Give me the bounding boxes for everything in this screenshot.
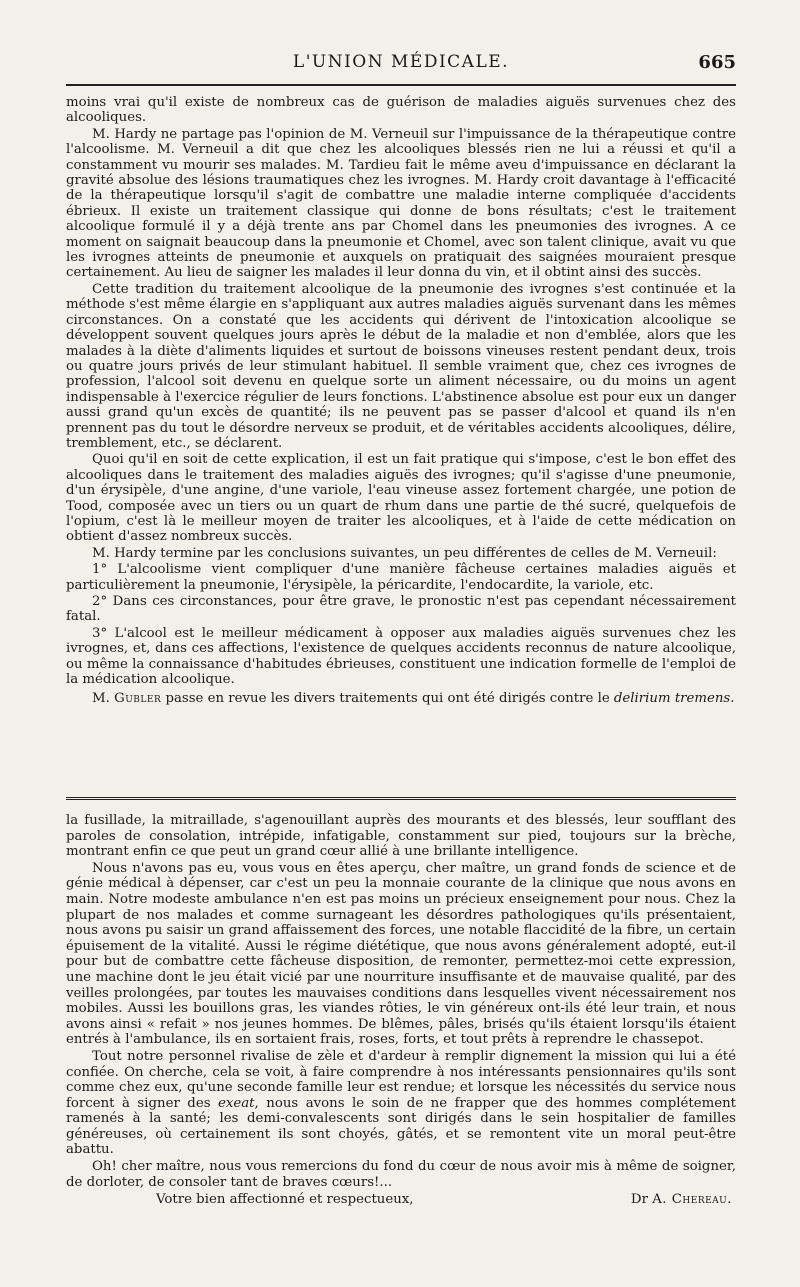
author-name: Gubler <box>114 691 162 707</box>
paragraph-5: M. Hardy termine par les conclusions suivantes, un peu différentes de celles de M. Verneuil: <box>92 545 717 561</box>
italic-term: exeat <box>218 1095 255 1111</box>
italic-term: delirium tremens. <box>613 691 735 707</box>
conclusion-2: 2° Dans ces circonstances, pour être grave, le pronostic n'est pas cependant nécessairement fatal. <box>66 594 736 625</box>
prefix-text: M. <box>92 691 115 707</box>
paragraph-4: Quoi qu'il en soit de cette explication, il est un fait pratique qui s'impose, c'est le bon effet des alcooliques dans le traitement des maladies aiguës des ivrognes; qu'il s'agisse d'une pneumonie, d'un érysipèle, d'une angine, d'une variole, l'eau vineuse assez fortement chargée, une potion de Tood, composée avec un tiers ou un quart de rhum dans une partie de thé sucré, quelquefois de l'opium, c'est là le meilleur moyen de traiter les alcooliques, et à l'aide de cette médication on obtient d'assez nombreux succès. <box>66 452 736 545</box>
paragraph-1: moins vrai qu'il existe de nombreux cas de guérison de maladies aiguës survenues chez des alcooliques. <box>66 95 736 126</box>
feuilleton-text: , nous avons le soin de ne frapper que des hommes complétement ramenés à la santé; les demi-convalescents sont dirigés dans le sein hospitalier de familles généreuses, où certainement ils sont choyés, gâtés, et se remontent vite un moral peut-être abattu. <box>66 1095 736 1158</box>
paragraph-6 <box>66 691 736 706</box>
feuilleton-separator <box>66 797 736 800</box>
paragraph-2: M. Hardy ne partage pas l'opinion de M. Verneuil sur l'impuissance de la thérapeutique contre l'alcoolisme. M. Verneuil a dit que chez les alcooliques blessés rien ne lui a réussi et qu'il a constamment vu mourir ses malades. M. Tardieu fait le même aveu d'impuissance en déclarant la gravité absolue des lésions traumatiques chez les ivrognes. M. Hardy croit davantage à l'efficacité de la thérapeutique lorsqu'il s'agit de combattre une maladie interne compliquée d'accidents ébrieux. Il existe un traitement classique qui donne de bons résultats; c'est le traitement alcoolique formulé il y a déjà trente ans par Chomel dans les pneumonies des ivrognes. A ce moment on saignait beaucoup dans la pneumonie et Chomel, avec son talent clinique, avait vu que les ivrognes atteints de pneumonie et auxquels on pratiquait des saignées mouraient presque certainement. Au lieu de saigner les malades il leur donna du vin, et il obtint ainsi des succès. <box>66 126 736 281</box>
paragraph-3: Cette tradition du traitement alcoolique de la pneumonie des ivrognes s'est continuée et la méthode s'est même élargie en s'appliquant aux autres maladies aiguës survenant dans les mêmes circonstances. On a constaté que les accidents qui dérivent de l'intoxication alcoolique se développent souvent quelques jours après le début de la maladie et non d'emblée, alors que les malades à la diète d'aliments liquides et surtout de boissons vineuses restent pendant deux, trois ou quatre jours privés de leur stimulant habituel. Il semble vraiment que, chez ces ivrognes de profession, l'alcool soit devenu en quelque sorte un aliment nécessaire, ou du moins un agent indispensable à l'exercice régulier de leurs fonctions. L'abstinence absolue est pour eux un danger aussi grand qu'un excès de quantité; ils ne peuvent pas se passer d'alcool et quand ils n'en prennent pas du tout le désordre nerveux se produit, et de véritables accidents alcooliques, délire, tremblement, etc., se déclarent. <box>66 281 736 451</box>
closing-phrase: Votre bien affectionné et respectueux, <box>156 1192 414 1208</box>
feuilleton-paragraph-3 <box>66 1049 736 1158</box>
signature-title: Dr <box>630 1192 648 1208</box>
signature-name: A. Chereau. <box>652 1192 732 1208</box>
signature <box>631 1192 732 1208</box>
conclusion-3: 3° L'alcool est le meilleur médicament à opposer aux maladies aiguës survenues chez les ivrognes, et, dans ces affections, l'existence de quelques accidents reconnus de nature alcoolique, ou même la connaissance d'habitudes ébrieuses, constituent une indication formelle de l'emploi de la médication alcoolique. <box>66 625 736 688</box>
paragraph-6-text: passe en revue les divers traitements qui ont été dirigés contre le <box>161 691 614 707</box>
feuilleton-text: Tout notre personnel rivalise de zèle et d'ardeur à remplir dignement la mission qui lui a été confiée. On cherche, cela se voit, à faire comprendre à nos intéressants pensionnaires qu'ils sont comme chez eux, qu'une seconde famille leur est rendue; et lorsque les nécessités du service nous forcent à signer des <box>66 1048 736 1111</box>
running-head <box>66 52 736 78</box>
header-rule <box>66 84 736 86</box>
main-article <box>66 95 736 708</box>
page-number: 665 <box>698 52 736 73</box>
feuilleton-paragraph-1: la fusillade, la mitraillade, s'agenouillant auprès des mourants et des blessés, leur soufflant des paroles de consolation, intrépide, infatigable, constamment sur pied, toujours sur la brèche, montrant enfin ce que peut un grand cœur allié à une brillante intelligence. <box>66 813 736 860</box>
feuilleton-section <box>66 813 736 1208</box>
feuilleton-paragraph-4: Oh! cher maître, nous vous remercions du fond du cœur de nous avoir mis à même de soigner, de dorloter, de consoler tant de braves cœurs!... <box>66 1159 736 1190</box>
feuilleton-paragraph-2: Nous n'avons pas eu, vous vous en êtes aperçu, cher maître, un grand fonds de science et de génie médical à dépenser, car c'est un peu la monnaie courante de la clinique que nous avons en main. Notre modeste ambulance n'en est pas moins un précieux enseignement pour nous. Chez la plupart de nos malades et comme surnageant les désordres pathologiques qu'ils présentaient, nous avons pu saisir un grand affaissement des forces, une notable flaccidité de la fibre, un certain épuisement de la vitalité. Aussi le régime diététique, que nous avons généralement adopté, eut-il pour but de combattre cette fâcheuse disposition, de remonter, permettez-moi cette expression, une machine dont le jeu était vicié par une nourriture insuffisante et de mauvaise qualité, par des veilles prolongées, par toutes les mauvaises conditions dans lesquelles vivent nécessairement nos mobiles. Aussi les bouillons gras, les viandes rôties, le vin généreux ont-ils été leur train, et nous avons ainsi « refait » nos jeunes hommes. De blêmes, pâles, brisés qu'ils étaient lorsqu'ils étaient entrés à l'ambulance, ils en sortaient frais, roses, forts, et tout prêts à reprendre le chassepot. <box>66 860 736 1048</box>
conclusion-1: 1° L'alcoolisme vient compliquer d'une manière fâcheuse certaines maladies aiguës et particulièrement la pneumonie, l'érysipèle, la péricardite, l'endocardite, la variole, etc. <box>66 562 736 593</box>
journal-title: L'UNION MÉDICALE. <box>292 52 510 72</box>
signature-line <box>66 1192 736 1208</box>
